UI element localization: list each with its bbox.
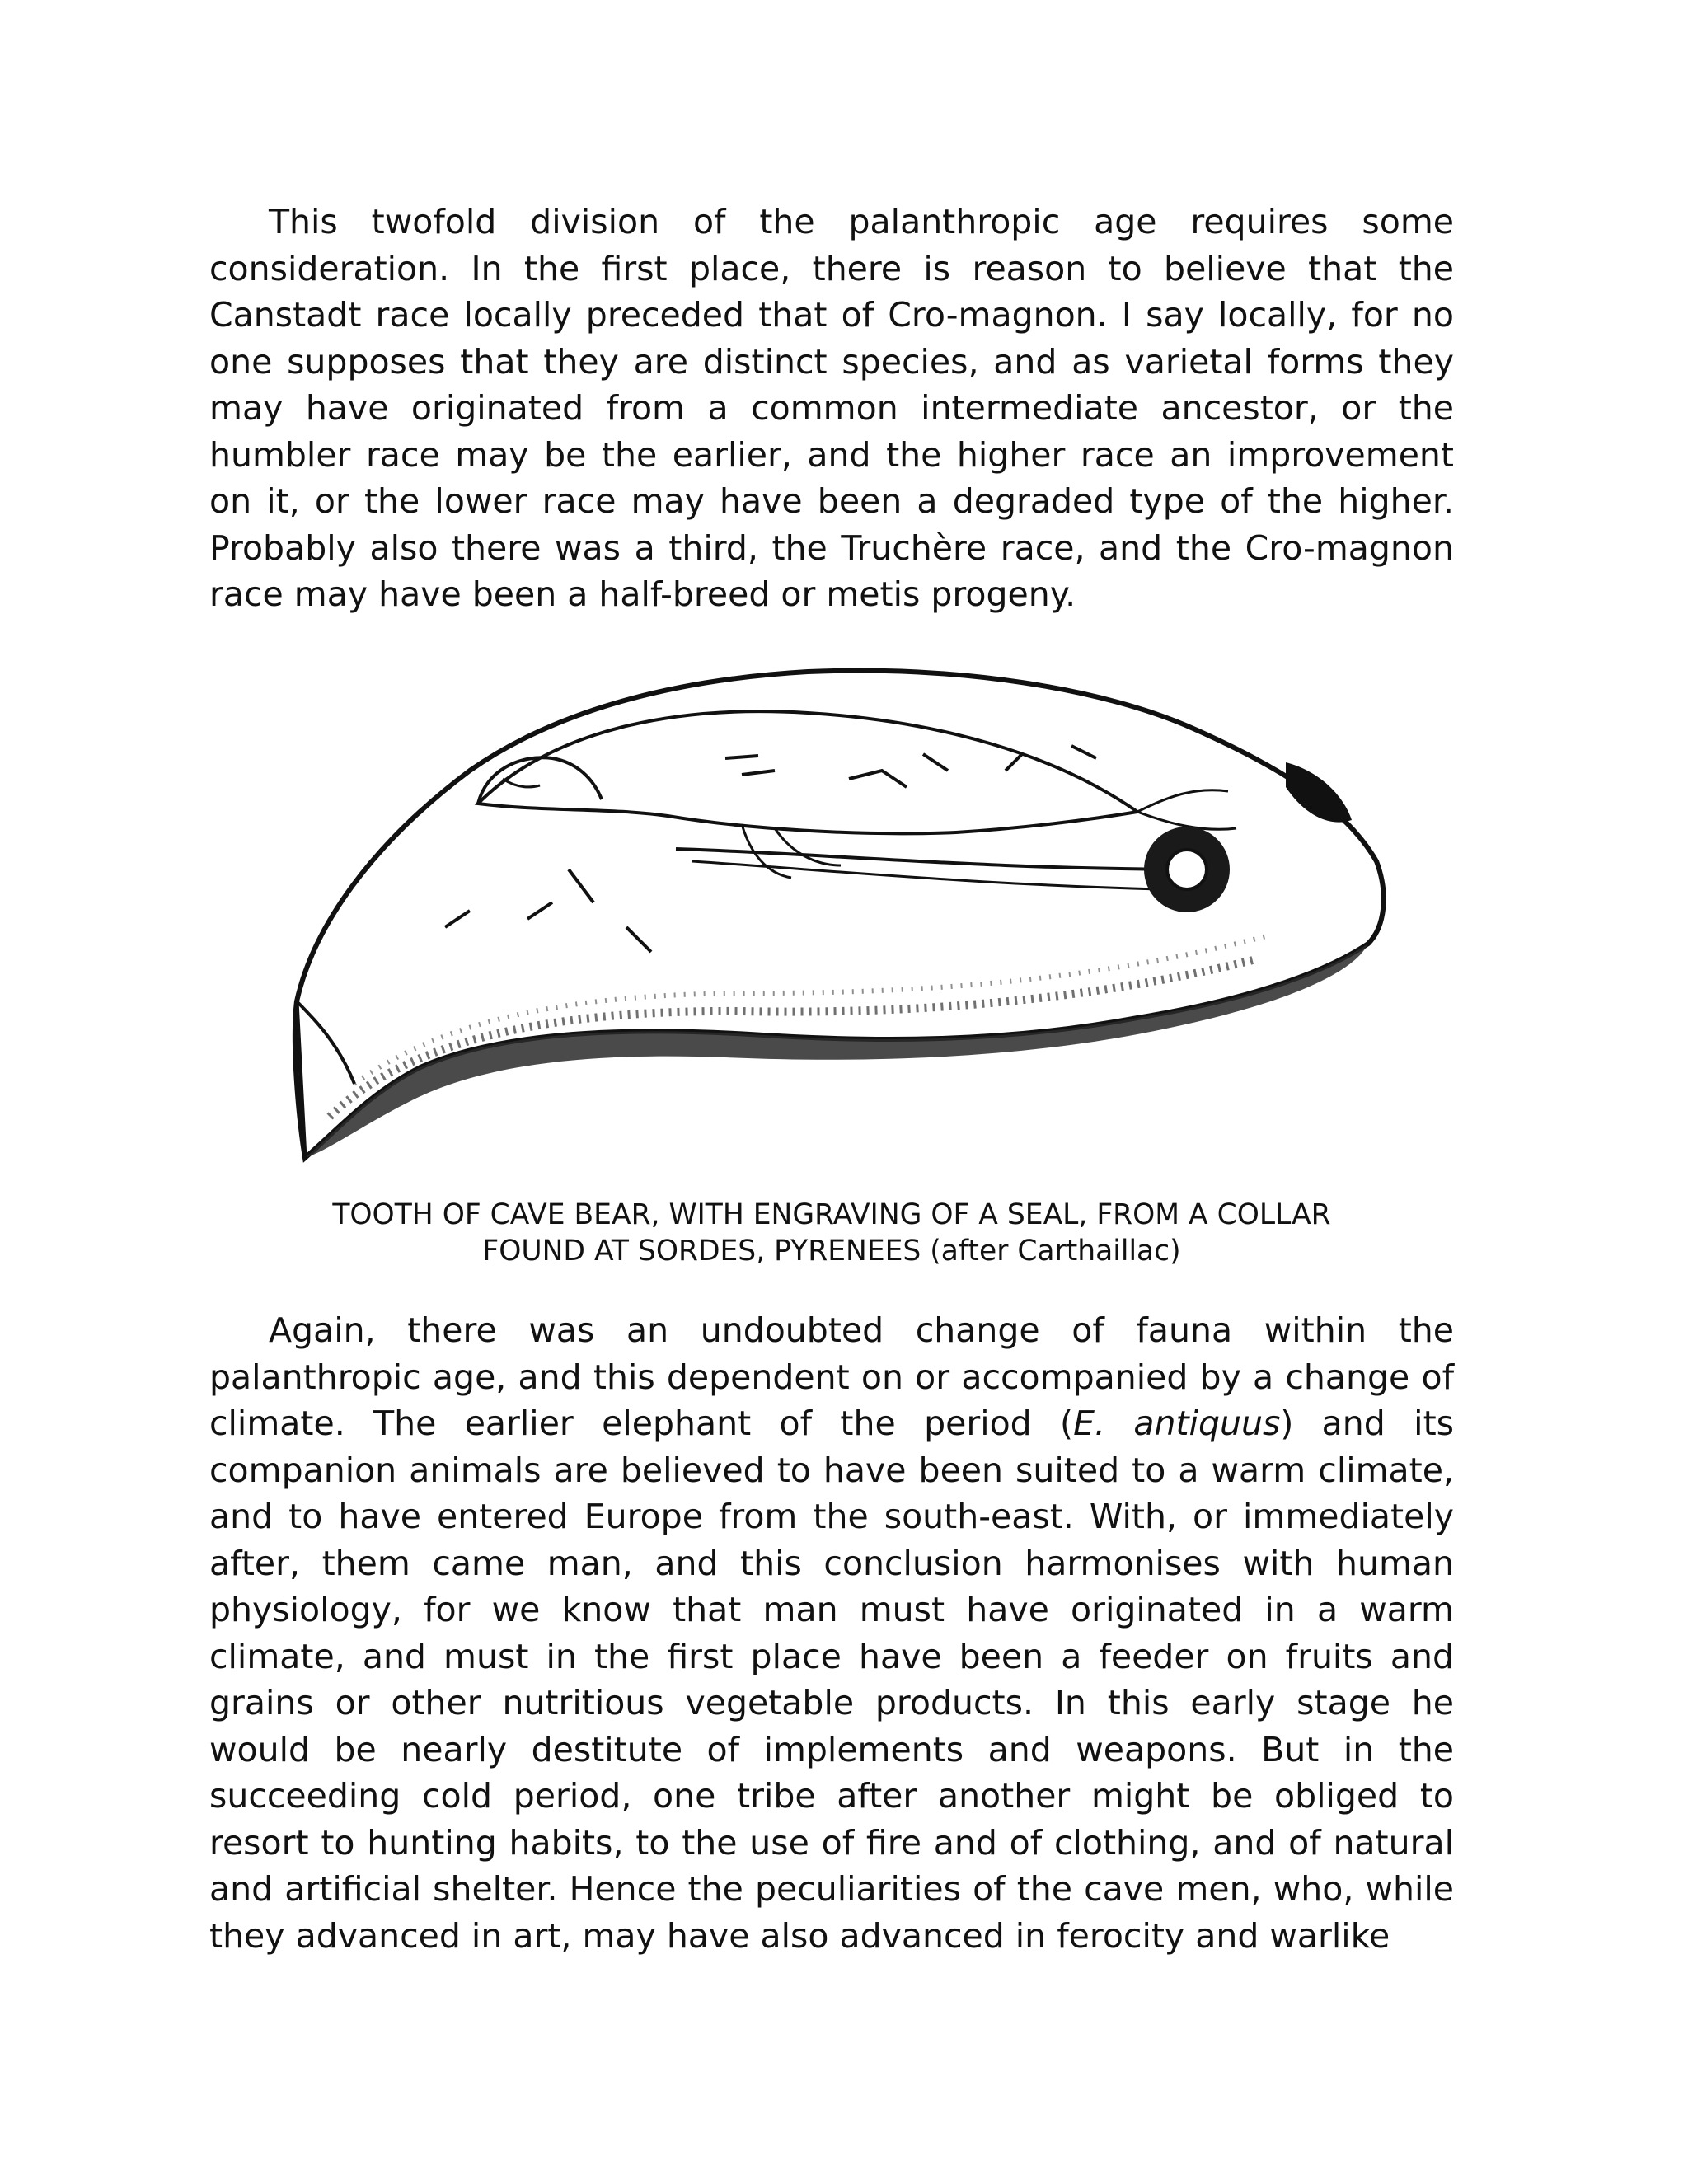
caption-line-2: FOUND AT SORDES, PYRENEES (after Carthaillac) xyxy=(482,1235,1181,1268)
figure-caption xyxy=(209,1197,1454,1269)
paragraph-2 xyxy=(209,1307,1454,1959)
species-name-italic: E. antiquus xyxy=(1073,1404,1281,1443)
paragraph-2-text-start: Again, there was an undoubted change of fauna within the palanthropic age, and this dependent on or accompanied by a change of climate. The earlier elephant of the period ( xyxy=(209,1310,1454,1443)
paragraph-1: This twofold division of the palanthropic age requires some consideration. In the first place, there is reason to believe that the Canstadt race locally preceded that of Cro-magnon. I say locally, for no one supposes that they are distinct species, and as varietal forms they may have originated from a common intermediate ancestor, or the humbler race may be the earlier, and the higher race an improvement on it, or the lower race may have been a degraded type of the higher. Probably also there was a third, the Truchère race, and the Cro-magnon race may have been a half-breed or metis progeny. xyxy=(209,202,1454,614)
engraved-bear-tooth-illustration xyxy=(280,655,1401,1166)
bear-tooth-figure xyxy=(280,655,1401,1166)
paragraph-2-text-end: ) and its companion animals are believed to have been suited to a warm climate, and to have entered Europe from the south-east. With, or immediately after, them came man, and this conclusion harmonises with human physiology, for we know that man must have originated in a warm climate, and must in the first place have been a feeder on fruits and grains or other nutritious vegetable products. In this early stage he would be nearly destitute of implements and weapons. But in the succeeding cold period, one tribe after another might be obliged to resort to hunting habits, to the use of fire and of clothing, and of natural and artificial shelter. Hence the peculiarities of the cave men, who, while they advanced in art, may have also advanced in ferocity and warlike xyxy=(209,1404,1455,1956)
caption-line-1: TOOTH OF CAVE BEAR, WITH ENGRAVING OF A SEAL, FROM A COLLAR xyxy=(332,1198,1331,1231)
